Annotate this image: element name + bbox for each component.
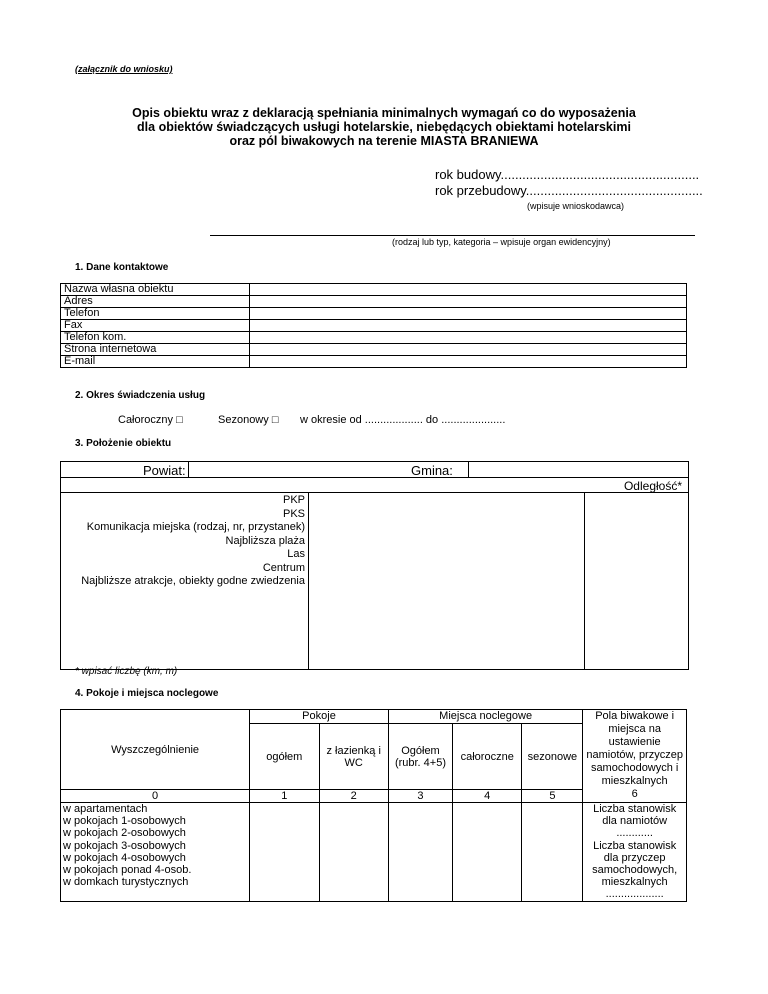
divider: [61, 477, 688, 478]
camp-header: [583, 710, 687, 803]
spec-header: Wyszczególnienie: [61, 710, 250, 790]
county-label: Powiat:: [143, 463, 186, 478]
data-cell[interactable]: [522, 803, 583, 902]
places-total-header: Ogółem (rubr. 4+5): [388, 724, 452, 790]
places-seasonal-header: sezonowe: [522, 724, 583, 790]
room-type-label: w pokojach 2-osobowych: [63, 827, 186, 840]
location-table: [60, 461, 689, 670]
contact-value[interactable]: [250, 284, 687, 296]
contact-row: [61, 344, 687, 356]
location-row-label: Centrum: [262, 561, 305, 574]
column-number: 1: [250, 790, 319, 803]
room-type-label: w pokojach 3-osobowych: [63, 839, 186, 852]
contact-label: Telefon kom.: [61, 332, 250, 344]
column-number: 3: [388, 790, 452, 803]
data-cell[interactable]: [388, 803, 452, 902]
contact-row: [61, 296, 687, 308]
contact-label: Fax: [61, 320, 250, 332]
distance-header: Odległość*: [623, 479, 682, 493]
title-line-3: oraz pól biwakowych na terenie MIASTA BRANIEWA: [229, 134, 539, 148]
seasonal-label: Sezonowy: [218, 414, 269, 426]
divider: [61, 492, 688, 493]
room-type-list: [61, 803, 250, 902]
contact-row: [61, 308, 687, 320]
checkbox-icon[interactable]: □: [176, 414, 183, 426]
contact-value[interactable]: [250, 296, 687, 308]
location-row-label: Najbliższe atrakcje, obiekty godne zwiedzenia: [81, 575, 305, 587]
room-type-label: w pokojach ponad 4-osob.: [63, 864, 192, 877]
applicant-note: (wpisuje wnioskodawca): [527, 201, 625, 211]
contact-row: [61, 332, 687, 344]
camp-trailers-field[interactable]: Liczba stanowisk dla przyczep samochodowych, mieszkalnych ...................: [592, 839, 678, 901]
section4-title: 4. Pokoje i miejsca noclegowe: [75, 688, 219, 699]
seasonal-option[interactable]: [218, 414, 278, 426]
period-field[interactable]: w okresie od ................... do .....................: [300, 414, 506, 426]
places-header: Miejsca noclegowe: [388, 710, 582, 724]
column-number: 0: [61, 790, 250, 803]
contact-label: Nazwa własna obiektu: [61, 284, 250, 296]
places-annual-header: całoroczne: [453, 724, 522, 790]
contact-row: [61, 320, 687, 332]
attachment-note: (załącznik do wniosku): [75, 64, 173, 74]
location-row-label: PKP: [282, 494, 305, 506]
divider: [308, 492, 309, 669]
annual-label: Całoroczny: [118, 414, 174, 426]
divider: [468, 462, 469, 477]
data-cell[interactable]: [453, 803, 522, 902]
camp-header-text: Pola biwakowe i miejsca na ustawienie namiotów, przyczep samochodowych i mieszkalnych: [586, 710, 683, 787]
rooms-header: Pokoje: [250, 710, 389, 724]
location-row-label: Las: [287, 548, 305, 560]
type-line[interactable]: [210, 235, 695, 236]
type-note: (rodzaj lub typ, kategoria – wpisuje organ ewidencyjny): [392, 237, 611, 247]
contact-label: Telefon: [61, 308, 250, 320]
build-year-field[interactable]: rok budowy.......................................................: [435, 167, 700, 182]
footnote: * wpisać liczbę (km, m): [75, 666, 178, 677]
column-number: 2: [319, 790, 388, 803]
room-type-label: w apartamentach: [63, 803, 148, 815]
contact-label: E-mail: [61, 356, 250, 368]
location-row-label: PKS: [282, 507, 305, 520]
room-type-label: w pokojach 1-osobowych: [63, 815, 186, 828]
contact-label: Adres: [61, 296, 250, 308]
rooms-bath-header: z łazienką i WC: [319, 724, 388, 790]
rooms-table: [60, 709, 687, 902]
room-type-label: w pokojach 4-osobowych: [63, 851, 186, 864]
municipality-label: Gmina:: [411, 463, 453, 478]
rebuild-year-field[interactable]: rok przebudowy.................................................: [435, 183, 703, 198]
checkbox-icon[interactable]: □: [271, 414, 279, 426]
column-number: 5: [522, 790, 583, 803]
location-row-label: Komunikacja miejska (rodzaj, nr, przystanek): [86, 521, 305, 533]
section1-title: 1. Dane kontaktowe: [75, 262, 169, 273]
section2-title: 2. Okres świadczenia usług: [75, 390, 206, 401]
contact-table: [60, 283, 687, 368]
column-number: 6: [631, 788, 638, 800]
room-type-label: w domkach turystycznych: [63, 876, 189, 889]
contact-value[interactable]: [250, 320, 687, 332]
annual-option[interactable]: [118, 414, 183, 426]
data-cell[interactable]: [319, 803, 388, 902]
column-number: 4: [453, 790, 522, 803]
contact-value[interactable]: [250, 344, 687, 356]
location-row-label: Najbliższa plaża: [225, 534, 305, 547]
divider: [584, 492, 585, 669]
contact-value[interactable]: [250, 332, 687, 344]
contact-row: [61, 356, 687, 368]
page-title: [60, 106, 708, 148]
contact-label: Strona internetowa: [61, 344, 250, 356]
data-cell[interactable]: [250, 803, 319, 902]
contact-row: [61, 284, 687, 296]
title-line-2: dla obiektów świadczących usługi hotelarskie, niebędących obiektami hotelarskimi: [137, 120, 631, 134]
contact-value[interactable]: [250, 308, 687, 320]
camp-tents-field[interactable]: Liczba stanowisk dla namiotów ............: [593, 803, 677, 840]
divider: [188, 462, 189, 477]
contact-value[interactable]: [250, 356, 687, 368]
section3-title: 3. Położenie obiektu: [75, 438, 172, 449]
rooms-total-header: ogółem: [250, 724, 319, 790]
title-line-1: Opis obiektu wraz z deklaracją spełniania minimalnych wymagań co do wyposażenia: [132, 106, 636, 120]
camp-cell[interactable]: [583, 803, 687, 902]
